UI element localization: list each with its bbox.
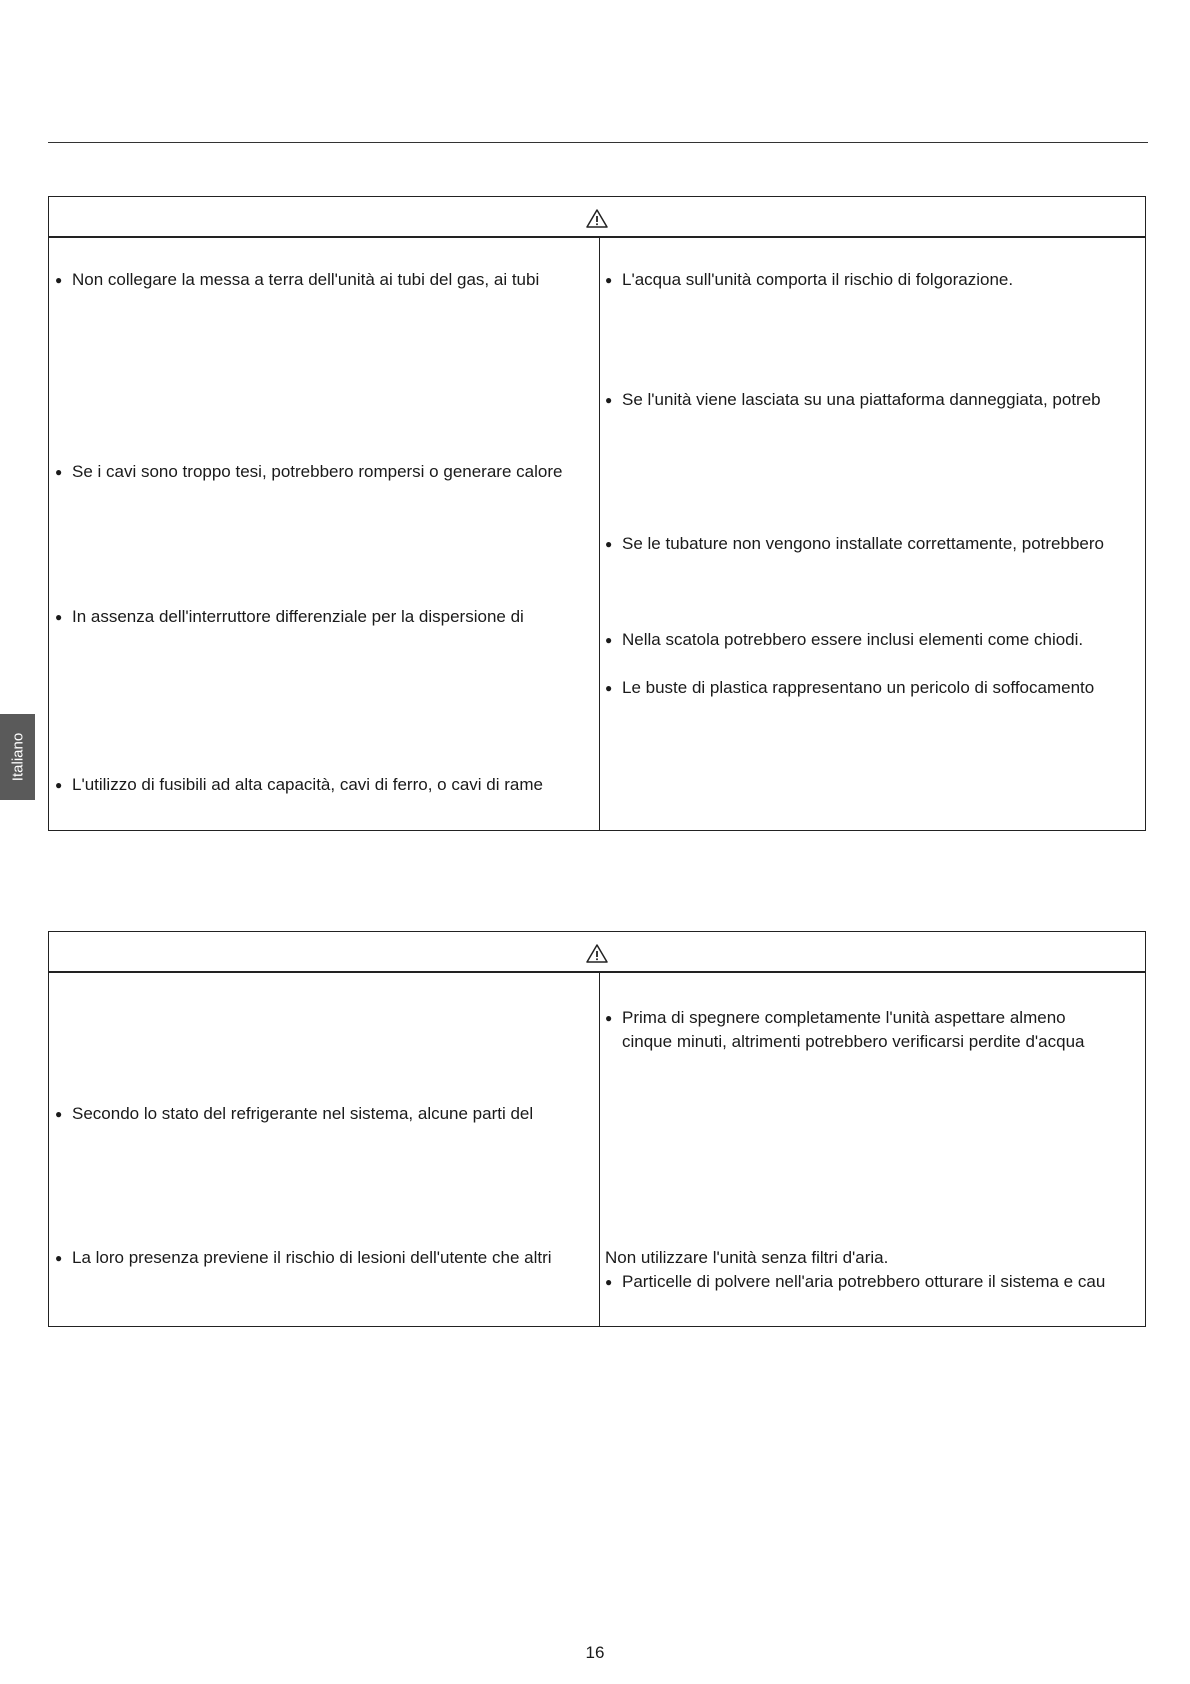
list-item: ● La loro presenza previene il rischio di lesioni dell'utente che altri	[55, 1246, 595, 1270]
bullet-icon: ●	[55, 273, 63, 287]
list-item: ● Non collegare la messa a terra dell'unità ai tubi del gas, ai tubi	[55, 268, 595, 292]
bullet-icon: ●	[605, 1011, 613, 1025]
plain-text-line: Non utilizzare l'unità senza filtri d'aria.	[605, 1248, 889, 1267]
bullet-icon: ●	[55, 778, 63, 792]
bullet-icon: ●	[605, 393, 613, 407]
bullet-icon: ●	[605, 273, 613, 287]
language-side-tab: Italiano	[0, 714, 35, 800]
bullet-icon: ●	[605, 1275, 613, 1289]
bullet-icon: ●	[605, 633, 613, 647]
warning-triangle-icon	[586, 209, 608, 228]
column-divider	[599, 973, 600, 1326]
header-rule	[48, 142, 1148, 143]
bullet-icon: ●	[55, 610, 63, 624]
list-item: ● Se l'unità viene lasciata su una piattaforma danneggiata, potreb	[605, 388, 1143, 412]
list-item: ● In assenza dell'interruttore differenziale per la dispersione di	[55, 605, 595, 629]
bullet-icon: ●	[605, 537, 613, 551]
column-divider	[599, 238, 600, 830]
warning-box-2-header	[49, 932, 1145, 973]
warning-box-2	[48, 931, 1146, 1327]
bullet-icon: ●	[55, 1251, 63, 1265]
warning-box-2-body	[49, 973, 1145, 1326]
list-item: ● Se le tubature non vengono installate correttamente, potrebbero	[605, 532, 1143, 556]
list-item: ● Se i cavi sono troppo tesi, potrebbero rompersi o generare calore	[55, 460, 595, 484]
list-item: ● L'utilizzo di fusibili ad alta capacità, cavi di ferro, o cavi di rame	[55, 773, 595, 797]
warning-box-1	[48, 196, 1146, 831]
list-item: ● L'acqua sull'unità comporta il rischio di folgorazione.	[605, 268, 1143, 292]
list-item: ● Particelle di polvere nell'aria potrebbero otturare il sistema e cau	[605, 1270, 1143, 1294]
bullet-icon: ●	[55, 1107, 63, 1121]
warning-triangle-icon	[586, 944, 608, 963]
bullet-icon: ●	[605, 681, 613, 695]
bullet-icon: ●	[55, 465, 63, 479]
warning-box-1-body	[49, 238, 1145, 830]
list-item: ● Nella scatola potrebbero essere inclusi elementi come chiodi.	[605, 628, 1143, 652]
list-item: ● Prima di spegnere completamente l'unità aspettare almeno cinque minuti, altrimenti potrebbero verificarsi perdite d'acqua	[605, 1008, 1085, 1051]
list-item: ● Le buste di plastica rappresentano un pericolo di soffocamento	[605, 676, 1143, 700]
warning-box-1-header	[49, 197, 1145, 238]
page-number: 16	[585, 1643, 605, 1662]
list-item: ● Secondo lo stato del refrigerante nel sistema, alcune parti del	[55, 1102, 595, 1126]
